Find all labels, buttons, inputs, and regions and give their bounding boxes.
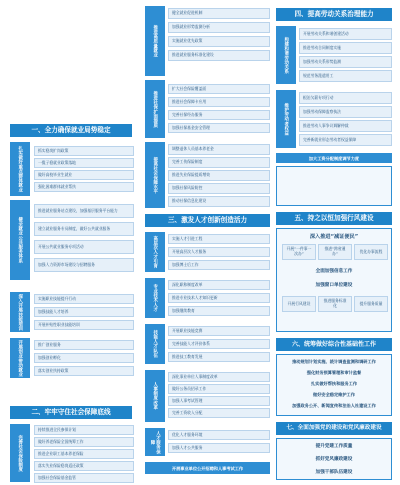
list-item: 实施职业技能提升行动 [34,294,134,304]
list-item: 加强社保基金安全管理 [168,123,270,133]
list-item: 推进企业职工基本养老保险 [34,449,134,459]
list-item: 完善工资收入分配 [168,408,270,418]
list-item: 实施就业优先政策 [168,36,270,47]
list-item: 加强博士后工作 [168,260,270,270]
category-talent-3: 技能人才队伍 [145,324,165,364]
s6-item: 推动规划计划实施、统计调查监测和调研工作 [292,359,376,364]
section-title-2: 二、牢牢守住社会保障底线 [10,406,132,419]
sub-item: 开展“一件事一次办” [282,244,316,260]
s7-item: 抓好党风廉政建设 [315,457,353,462]
category-col2-2: 推进社保扩面提质 [145,80,165,138]
list-item: 落实失业保险稳岗返还政策 [34,461,134,471]
category-col1-3: 深入开展技能培训 [10,292,30,332]
list-item: 完善工伤保险制度 [168,157,270,168]
list-item: 推进就业服务标准化建设 [168,50,270,61]
list-item: 加强社会保险基金监管 [34,473,134,483]
list-item: 推广创业服务 [34,340,134,350]
category-talent-5: 人才服务保障 [145,428,165,456]
category-col1-2: 健全就业公共服务体系 [10,200,30,280]
section-title-6: 六、统筹做好综合性基础性工作 [276,338,392,351]
list-item: 做好养老保险全国统筹工作 [34,437,134,447]
list-item: 一揽子稳就业政策落地 [34,158,134,168]
category-col2-3: 提高社会保障水平 [145,142,165,208]
s6-item: 做好安全稳定维护工作 [313,392,355,397]
list-item: 抓实稳岗扩岗政策 [34,146,134,156]
wage-bar: 加大工资分配制度调节力度 [276,153,392,163]
list-item: 加强创业孵化 [34,353,134,363]
list-item: 推进就业服务站点建设，加强基层服务平台能力 [34,204,134,218]
reduce-cert-title: 深入推进“减证便民” [309,234,359,240]
list-item: 健全就业促进机制 [168,8,270,19]
section-title-1: 一、全力确保就业局势稳定 [10,124,132,137]
category-col1-1: 扎实做好重点群体就业 [10,142,30,196]
info-work: 全面加强信息工作 [315,269,353,274]
list-item: 开展职业技能竞赛 [168,326,270,336]
list-item: 深化职称制度改革 [168,280,270,290]
section-title-4: 四、提高劳动关系治理能力 [276,8,392,21]
list-item: 加强人力资源市场建设与招聘服务 [34,258,134,272]
list-item: 调整退休人员基本养老金 [168,144,270,155]
s6-item: 加强政务公开、新闻宣传和法治人社建设工作 [292,403,376,408]
sub-item: 开展行风建设 [282,296,316,312]
category-talent-1: 高层次人才引育 [145,232,165,272]
s6-item: 扎实做好帮扶和服务工作 [310,381,358,386]
category-talent-2: 专业技术人才 [145,278,165,318]
category-talent-4: 人事制度改革 [145,370,165,422]
list-item: 完善社保经办服务 [168,110,270,120]
list-item: 扩大社会保险覆盖面 [168,84,270,94]
list-item: 持续推进全民参保计划 [34,425,134,435]
list-item: 推进技工教育发展 [168,352,270,362]
list-item: 推进专业技术人才知识更新 [168,293,270,303]
list-item: 完善技能人才评价体系 [168,339,270,349]
list-item: 加强人事考试管理 [168,396,270,406]
list-item: 加强社保风险防控 [168,183,270,194]
section-title-3: 三、激发人才创新创造活力 [145,214,270,227]
list-item: 根治欠薪专项行动 [299,92,392,104]
list-item: 完善新就业形态劳动者权益保障 [299,134,392,146]
list-item: 强化困难群体就业帮扶 [34,182,134,192]
list-item: 落实创业扶持政策 [34,366,134,376]
category-col3-2: 维护劳动者权益 [276,90,296,148]
list-item: 推进劳动人事争议调解仲裁 [299,120,392,132]
list-item: 优化人才服务环境 [168,430,270,440]
list-item: 推进社会保障卡应用 [168,97,270,107]
sub-item: 提升服务质量 [354,296,388,312]
list-item: 加强技能人才培养 [34,307,134,317]
list-item: 做好高校毕业生就业 [34,170,134,180]
window-build: 加强窗口单位建设 [315,283,353,288]
list-item: 推进失业保险提质增效 [168,170,270,181]
list-item: 开展公共就业服务专项活动 [34,240,134,254]
list-item: 推进劳动合同制度实施 [299,42,392,54]
list-item: 建立就业服务专员制度，做好公共就业服务 [34,222,134,236]
list-item: 加强劳动关系形势监测 [299,56,392,68]
section-title-5: 五、持之以恒加强行风建设 [276,212,392,225]
decoration-box [276,166,392,206]
list-item: 深化事业单位人事制度改革 [168,372,270,382]
list-item: 加强劳动保障监察执法 [299,106,392,118]
list-item: 实施人才引进工程 [168,234,270,244]
category-col1-5: 完善社会保险制度 [10,424,30,482]
list-item: 加强就业形势监测分析 [168,22,270,33]
s6-item: 强化财务预算管理和审计监督 [306,370,362,375]
bottom-bar: 开展事业单位公开招聘和人事考试工作 [145,462,270,474]
category-col3-1: 构建和谐劳动关系 [276,26,296,84]
category-col1-4: 开展创业带动就业 [10,338,30,378]
list-item: 开展补贴性职业技能培训 [34,320,134,330]
list-item: 加强继续教育 [168,306,270,316]
list-item: 开展高层次人才服务 [168,247,270,257]
category-col2-1: 推进高质量就业 [145,6,165,76]
list-item: 规范劳务派遣用工 [299,70,392,82]
list-item: 推动社保信息化建设 [168,196,270,207]
section-title-7: 七、全面加强党的建设和党风廉政建设 [276,422,392,435]
sub-item: 推进“跨省通办” [318,244,352,260]
list-item: 开展劳动关系和谐创建活动 [299,28,392,40]
list-item: 做好公务员招录工作 [168,384,270,394]
sub-item: 推进服务标准化 [318,296,352,312]
s7-item: 加强干部队伍建设 [315,470,353,475]
s7-item: 提升党建工作质量 [315,444,353,449]
sub-item: 优化办事流程 [354,244,388,260]
list-item: 加强人才公共服务 [168,443,270,453]
